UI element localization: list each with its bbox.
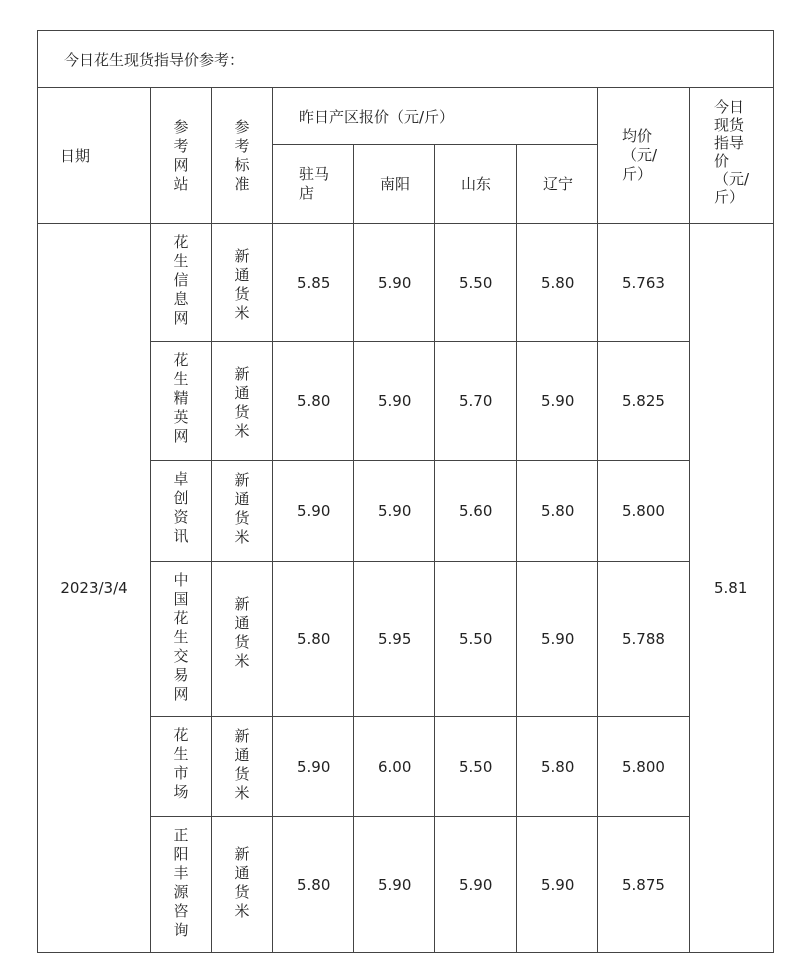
price-cell: 5.95: [354, 562, 435, 717]
table-row: [38, 224, 774, 342]
price-cell: 5.50: [435, 717, 517, 817]
today-price-cell: 5.81: [690, 224, 774, 953]
price-cell: 5.90: [354, 461, 435, 562]
title-row: [38, 31, 774, 88]
price-cell: 5.90: [354, 342, 435, 461]
avg-cell: 5.788: [598, 562, 690, 717]
header-row-1: [38, 88, 774, 145]
header-region-shandong: 山东: [435, 145, 517, 224]
avg-cell: 5.800: [598, 461, 690, 562]
price-cell: 5.80: [517, 224, 598, 342]
price-cell: 5.80: [517, 717, 598, 817]
table-title: 今日花生现货指导价参考：: [38, 31, 774, 88]
standard-cell: 新通货米: [212, 562, 273, 717]
site-cell: 花生精英网: [151, 342, 212, 461]
site-cell: 中国花生交易网: [151, 562, 212, 717]
header-standard: 参考标准: [212, 88, 273, 224]
price-cell: 5.80: [517, 461, 598, 562]
standard-cell: 新通货米: [212, 717, 273, 817]
site-cell: 正阳丰源咨询: [151, 817, 212, 953]
price-cell: 5.90: [517, 342, 598, 461]
header-today: 今日现货指导价（元/斤）: [690, 88, 774, 224]
avg-cell: 5.825: [598, 342, 690, 461]
header-avg: 均价（元/斤）: [598, 88, 690, 224]
standard-cell: 新通货米: [212, 461, 273, 562]
header-region-nanyang: 南阳: [354, 145, 435, 224]
price-cell: 5.90: [517, 817, 598, 953]
price-cell: 5.80: [273, 342, 354, 461]
price-cell: 5.90: [273, 461, 354, 562]
price-cell: 5.90: [517, 562, 598, 717]
site-cell: 花生市场: [151, 717, 212, 817]
date-cell: 2023/3/4: [38, 224, 151, 953]
price-cell: 5.90: [273, 717, 354, 817]
avg-cell: 5.763: [598, 224, 690, 342]
header-region-liaoning: 辽宁: [517, 145, 598, 224]
price-cell: 5.85: [273, 224, 354, 342]
price-cell: 5.80: [273, 817, 354, 953]
header-region-group: 昨日产区报价（元/斤）: [273, 88, 598, 145]
price-cell: 5.90: [354, 224, 435, 342]
avg-cell: 5.800: [598, 717, 690, 817]
header-date: 日期: [38, 88, 151, 224]
price-cell: 5.80: [273, 562, 354, 717]
price-cell: 6.00: [354, 717, 435, 817]
site-cell: 花生信息网: [151, 224, 212, 342]
site-cell: 卓创资讯: [151, 461, 212, 562]
header-site: 参考网站: [151, 88, 212, 224]
standard-cell: 新通货米: [212, 817, 273, 953]
header-region-zhumadian: 驻马店: [273, 145, 354, 224]
price-cell: 5.90: [354, 817, 435, 953]
price-cell: 5.60: [435, 461, 517, 562]
price-cell: 5.70: [435, 342, 517, 461]
standard-cell: 新通货米: [212, 224, 273, 342]
price-cell: 5.90: [435, 817, 517, 953]
price-cell: 5.50: [435, 562, 517, 717]
standard-cell: 新通货米: [212, 342, 273, 461]
avg-cell: 5.875: [598, 817, 690, 953]
price-table: [37, 30, 774, 953]
price-cell: 5.50: [435, 224, 517, 342]
